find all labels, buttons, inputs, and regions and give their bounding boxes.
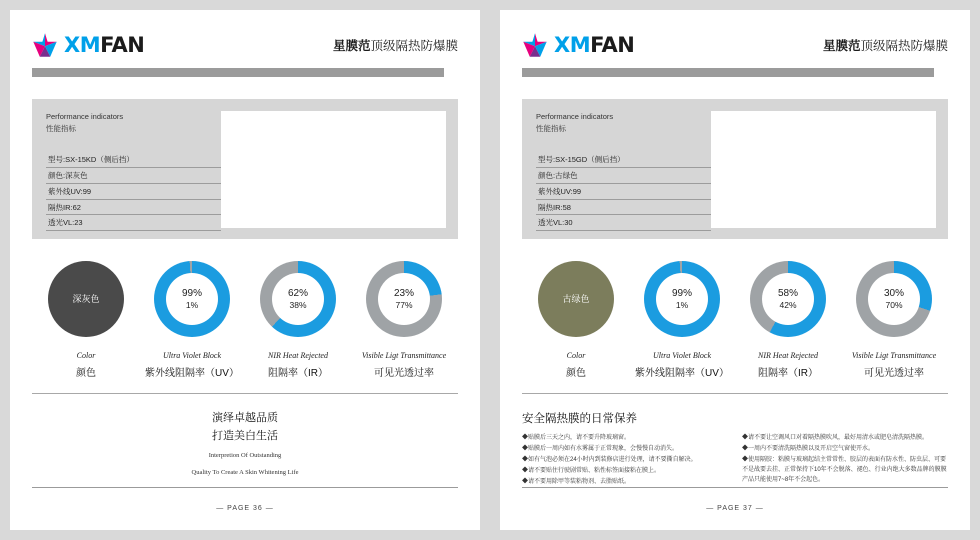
donut-center-values [672, 287, 692, 312]
slogan-line-1: 演绎卓越品质 [212, 412, 278, 424]
donut-ir-left [260, 261, 336, 337]
brand-name [64, 33, 144, 57]
donut-center-values [394, 287, 414, 312]
header-title-sub-right: 顶级隔热防爆膜 [860, 39, 948, 53]
care-bullet: ◆请不要用除甲等装粘物剂、去脂贴纸。 [522, 478, 631, 485]
divider-right [522, 393, 948, 394]
donut-caption-cn: 颜色 [76, 368, 96, 379]
donut-caption-cn: 可见光透过率 [864, 368, 924, 379]
spec-row: 紫外线UV:99 [46, 184, 221, 200]
product-image-placeholder-left [221, 111, 446, 228]
donut-caption-en: Visible Ligt Transmittance [851, 351, 937, 360]
donut-caption-en: Visible Ligt Transmittance [361, 351, 447, 360]
spec-panel-left [32, 99, 458, 239]
donut-value-bottom: 42% [779, 300, 797, 311]
spec-row: 颜色:深灰色 [46, 168, 221, 184]
left-page [10, 10, 480, 530]
donut-caption-cn: 紫外线阻隔率（UV） [635, 368, 729, 379]
divider-left [32, 393, 458, 394]
donut-uv-right [644, 261, 720, 337]
spec-row: 透光VL:23 [46, 215, 221, 231]
donut-cell-color-left [36, 261, 136, 379]
donut-cell-vl-right [844, 261, 944, 379]
spec-row: 隔热IR:62 [46, 200, 221, 216]
donut-center-values [778, 287, 798, 312]
spec-title-en-right: Performance indicators [536, 112, 614, 121]
donut-cell-uv-left [142, 261, 242, 379]
donut-row-right [522, 261, 948, 379]
brand-name-xm: XM [554, 33, 591, 57]
spec-title-cn-right: 性能指标 [536, 123, 566, 133]
donut-value-top: 58% [777, 287, 798, 299]
brand-name-fan: FAN [100, 33, 145, 57]
donut-center-values [884, 287, 904, 312]
brand-name [554, 33, 634, 57]
donut-vl-left [366, 261, 442, 337]
donut-cell-uv-right [632, 261, 732, 379]
donut-value-top: 23% [393, 287, 414, 299]
care-bullet: ◆贴膜后一周内如有水雾属于正常现象，会慢慢自动消失。 [522, 445, 679, 452]
slogan-block [32, 410, 458, 478]
donut-color-left [48, 261, 124, 337]
donut-caption-en: Color [566, 351, 586, 360]
care-bullet: ◆一周内不要清洗隔热膜以及开启空气窗使开水。 [742, 445, 875, 452]
donut-caption-en: NIR Heat Rejected [758, 351, 818, 360]
donut-cell-vl-left [354, 261, 454, 379]
brand-name-fan: FAN [590, 33, 635, 57]
spec-row: 隔热IR:58 [536, 200, 711, 216]
spec-list-right [536, 152, 711, 231]
brand-logo [522, 32, 634, 58]
care-columns [522, 434, 948, 488]
donut-row-left [32, 261, 458, 379]
page-header-right [522, 28, 948, 62]
care-bullet: ◆使用隔胶：粘膜与玻璃起结主常常性、胶层的表面有防水性、防虫层、可要不是战要去挂、正常保持下10年不会脱落、褪色、行业内绝大多数品牌的膜膜产品只能使用7~8年不会起色。 [742, 456, 947, 483]
donut-value-bottom: 1% [675, 300, 689, 311]
spec-title-cn-left: 性能指标 [46, 123, 76, 133]
spec-title-en-left: Performance indicators [46, 112, 124, 121]
donut-caption-en: Color [76, 351, 96, 360]
donut-center-label: 深灰色 [72, 293, 100, 304]
spec-row: 透光VL:30 [536, 215, 711, 231]
footer-divider-right [522, 487, 948, 488]
donut-uv-left [154, 261, 230, 337]
donut-vl-right [856, 261, 932, 337]
donut-caption-en: Ultra Violet Block [652, 351, 712, 360]
donut-value-bottom: 70% [885, 300, 903, 311]
header-title-bold-right: 星膜范 [822, 39, 861, 53]
donut-caption-cn: 阻隔率（IR） [758, 368, 818, 379]
spec-row: 颜色:古绿色 [536, 168, 711, 184]
donut-cell-ir-left [248, 261, 348, 379]
donut-cell-color-right [526, 261, 626, 379]
donut-cell-ir-right [738, 261, 838, 379]
page-header-left [32, 28, 458, 62]
star-icon [32, 32, 58, 58]
product-image-placeholder-right [711, 111, 936, 228]
slogan-line-3: Interpretion Of Outstanding [208, 452, 282, 460]
header-bar-right [522, 68, 948, 77]
spec-list-left [46, 152, 221, 231]
spec-row: 型号:SX-15KD（侧后挡） [46, 152, 221, 168]
header-title-sub-left: 顶级隔热防爆膜 [370, 39, 458, 53]
page-number-left: — PAGE 36 — [216, 505, 274, 512]
donut-ir-right [750, 261, 826, 337]
care-bullet: ◆如有气泡必须在24小时内到装修店进行处理，请不要撕自解决。 [522, 456, 697, 463]
donut-caption-cn: 颜色 [566, 368, 586, 379]
header-title-bold-left: 星膜范 [332, 39, 371, 53]
header-bar-left [32, 68, 458, 77]
care-bullet: ◆请不要贴住行驶剧常贴、粘性标签面接粘在膜上。 [522, 467, 661, 474]
care-title: 安全隔热膜的日常保养 [522, 413, 637, 425]
donut-color-right [538, 261, 614, 337]
page-number-right: — PAGE 37 — [706, 505, 764, 512]
donut-value-top: 99% [671, 287, 692, 299]
donut-caption-cn: 可见光透过率 [374, 368, 434, 379]
donut-center-label: 古绿色 [562, 293, 590, 304]
care-column-left [522, 434, 728, 488]
donut-caption-en: Ultra Violet Block [162, 351, 222, 360]
spec-row: 紫外线UV:99 [536, 184, 711, 200]
brand-logo [32, 32, 144, 58]
donut-value-top: 62% [287, 287, 308, 299]
brand-name-xm: XM [64, 33, 101, 57]
donut-caption-cn: 紫外线阻隔率（UV） [145, 368, 239, 379]
bottom-text-left [32, 410, 458, 496]
spec-panel-right [522, 99, 948, 239]
donut-value-bottom: 77% [395, 300, 413, 311]
spec-row: 型号:SX-15GD（侧后挡） [536, 152, 711, 168]
header-title-right [823, 36, 948, 54]
footer-divider-left [32, 487, 458, 488]
donut-caption-cn: 阻隔率（IR） [268, 368, 328, 379]
donut-value-bottom: 1% [185, 300, 199, 311]
donut-value-top: 99% [181, 287, 202, 299]
bottom-text-right [522, 410, 948, 496]
donut-value-bottom: 38% [289, 300, 307, 311]
slogan-line-4: Quality To Create A Skin Whitening Life [191, 468, 299, 476]
donut-value-top: 30% [883, 287, 904, 299]
star-icon [522, 32, 548, 58]
header-title-left [333, 36, 458, 54]
care-column-right [742, 434, 948, 488]
donut-center-values [182, 287, 202, 312]
care-bullet: ◆请不要让空调风口对着隔热膜吹风，最好用清水或肥皂清洗隔热膜。 [742, 435, 929, 441]
slogan-line-2: 打造美白生活 [212, 429, 278, 442]
donut-center-values [288, 287, 308, 312]
care-bullet: ◆贴膜后三天之内，请不要升降玻璃窗。 [522, 435, 631, 441]
donut-caption-en: NIR Heat Rejected [268, 351, 328, 360]
right-page [500, 10, 970, 530]
